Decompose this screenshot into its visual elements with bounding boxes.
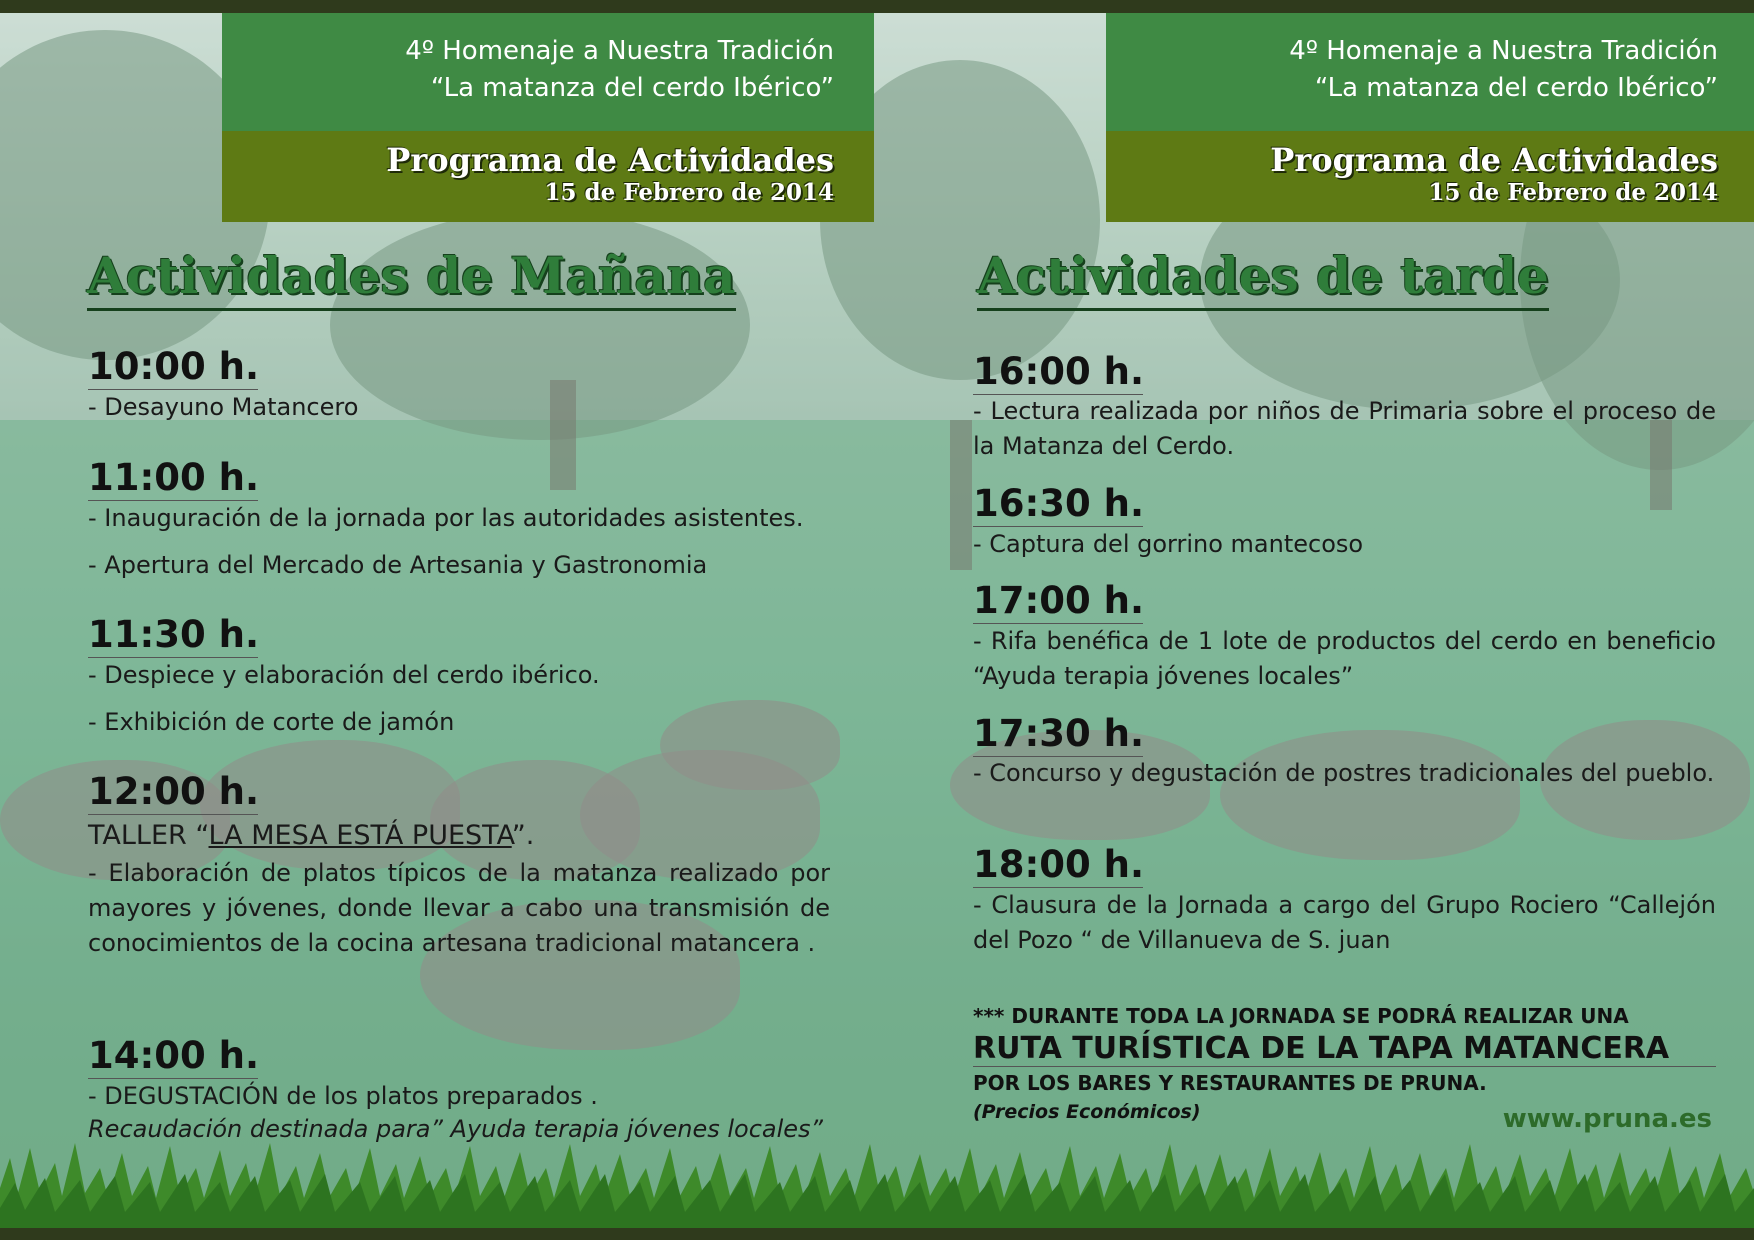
activity-market-opening: - Apertura del Mercado de Artesania y Gastronomia — [88, 551, 708, 579]
header-program — [1106, 131, 1754, 222]
program-date: 15 de Febrero de 2014 — [544, 179, 834, 206]
activity-workshop-description: - Elaboración de platos típicos de la matanza realizado por mayores y jóvenes, donde llevar a cabo una transmisión de conocimientos de la cocina artesana tradicional matancera . — [88, 859, 830, 957]
time-1200: 12:00 h. — [88, 770, 260, 813]
event-edition: 4º Homenaje a Nuestra Tradición — [405, 36, 834, 66]
time-1400: 14:00 h. — [88, 1034, 260, 1077]
morning-section-title: Actividades de Mañana — [87, 246, 736, 305]
program-title: Programa de Actividades — [386, 141, 834, 179]
workshop-title: TALLER “LA MESA ESTÁ PUESTA”. — [88, 820, 535, 851]
time-1600: 16:00 h. — [973, 350, 1145, 393]
top-border — [0, 0, 1754, 13]
time-1100: 11:00 h. — [88, 456, 260, 499]
time-1700: 17:00 h. — [973, 579, 1145, 622]
header-event-title — [1106, 13, 1754, 131]
bottom-border — [0, 1228, 1754, 1240]
activity-tasting: - DEGUSTACIÓN de los platos preparados . — [88, 1082, 598, 1110]
activity-reading: - Lectura realizada por niños de Primaria sobre el proceso de la Matanza del Cerdo. — [973, 397, 1716, 460]
activity-pig-capture: - Captura del gorrino mantecoso — [973, 530, 1364, 558]
time-1000: 10:00 h. — [88, 345, 260, 388]
header-event-title — [222, 13, 874, 131]
notice-line-3: POR LOS BARES Y RESTAURANTES DE PRUNA. — [973, 1071, 1487, 1095]
activity-tasting-note: Recaudación destinada para” Ayuda terapia jóvenes locales” — [88, 1115, 823, 1143]
time-1630: 16:30 h. — [973, 482, 1145, 525]
activity-breakfast: - Desayuno Matancero — [88, 393, 359, 421]
activity-desserts-contest: - Concurso y degustación de postres tradicionales del pueblo. — [973, 759, 1715, 787]
activity-inauguration: - Inauguración de la jornada por las autoridades asistentes. — [88, 504, 804, 532]
program-title: Programa de Actividades — [1270, 141, 1718, 179]
time-1130: 11:30 h. — [88, 613, 260, 656]
event-name: “La matanza del cerdo Ibérico” — [1314, 73, 1718, 103]
grass-border — [0, 1138, 1754, 1228]
notice-route-title: RUTA TURÍSTICA DE LA TAPA MATANCERA — [973, 1031, 1716, 1067]
afternoon-section-title: Actividades de tarde — [977, 246, 1549, 305]
time-1730: 17:30 h. — [973, 712, 1145, 755]
header-left — [222, 13, 874, 222]
event-name: “La matanza del cerdo Ibérico” — [430, 73, 834, 103]
notice-line-1: *** DURANTE TODA LA JORNADA SE PODRÁ REALIZAR UNA — [973, 1004, 1629, 1028]
program-date: 15 de Febrero de 2014 — [1428, 179, 1718, 206]
header-right — [1106, 13, 1754, 222]
activity-ham-cutting: - Exhibición de corte de jamón — [88, 708, 455, 736]
event-edition: 4º Homenaje a Nuestra Tradición — [1289, 36, 1718, 66]
activity-closing: - Clausura de la Jornada a cargo del Grupo Rociero “Callejón del Pozo “ de Villanueva de S. juan — [973, 891, 1716, 954]
website-link[interactable]: www.pruna.es — [1502, 1104, 1712, 1134]
header-program — [222, 131, 874, 222]
notice-prices: (Precios Económicos) — [973, 1101, 1201, 1123]
time-1800: 18:00 h. — [973, 843, 1145, 886]
activity-raffle: - Rifa benéfica de 1 lote de productos del cerdo en beneficio “Ayuda terapia jóvenes locales” — [973, 627, 1716, 690]
activity-butchering: - Despiece y elaboración del cerdo ibérico. — [88, 661, 600, 689]
